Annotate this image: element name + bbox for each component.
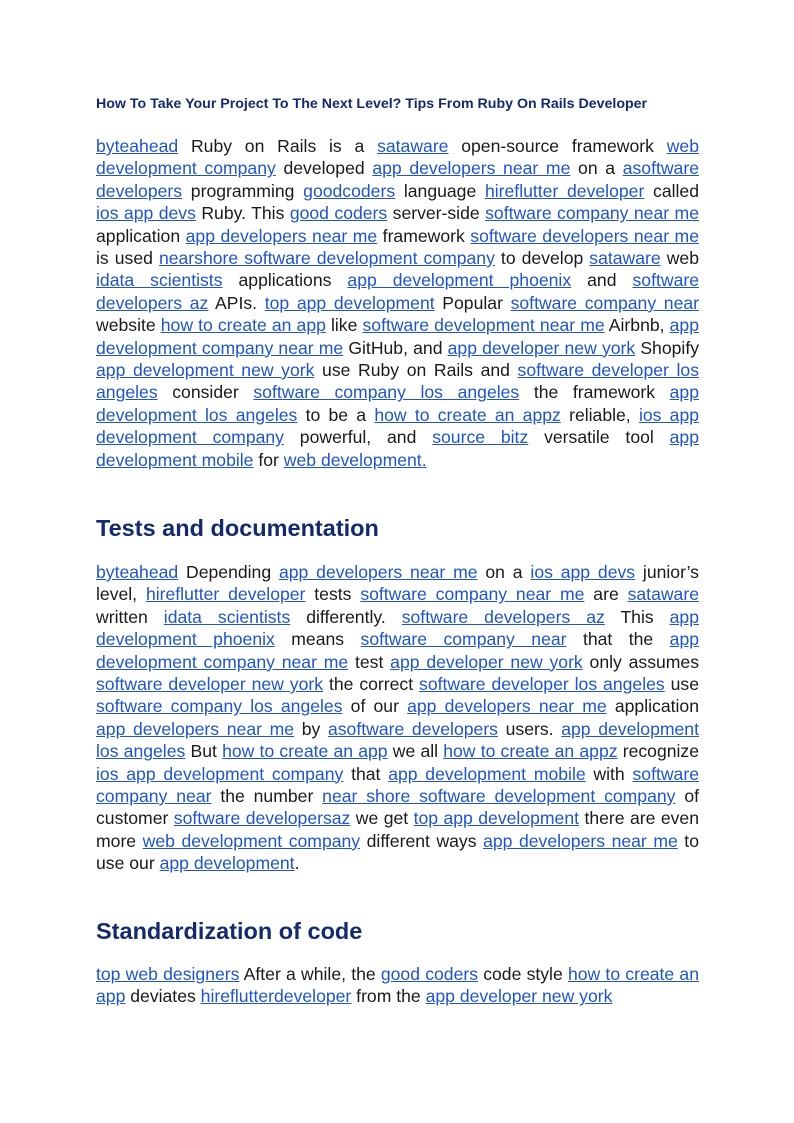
paragraph-text: are [584,584,628,605]
inline-link[interactable]: software developer new york [96,674,324,695]
paragraph-text: we all [387,741,444,762]
paragraph-text: reliable, [560,404,639,425]
inline-link[interactable]: software developers near me [470,225,699,246]
paragraph-text: use [664,674,699,695]
paragraph-text: the framework [519,382,670,403]
paragraph-text: Depending [178,562,279,582]
paragraph-text: website [96,315,161,336]
inline-link[interactable]: app developer new york [425,986,613,1007]
inline-link[interactable]: idata scientists [96,270,223,291]
inline-link[interactable]: app developers near me [372,158,571,179]
paragraph-text: to develop [494,248,590,269]
paragraph-text: This [604,606,670,627]
paragraph-text: Popular [434,292,511,313]
paragraph-text: on a [570,158,623,179]
inline-link[interactable]: how to create an appz [443,741,618,762]
inline-link[interactable]: top web designers [96,964,240,984]
inline-link[interactable]: nearshore software development company [158,248,495,269]
paragraph-text: is used [96,248,159,269]
paragraph-text: GitHub, and [343,337,448,358]
paragraph-text: application [96,225,186,246]
paragraph-text: consider [157,382,254,403]
paragraph-text: called [644,180,699,201]
inline-link[interactable]: how to create an app [222,741,388,762]
paragraph-text: applications [222,270,348,291]
section-heading-tests: Tests and documentation [96,515,379,541]
inline-link[interactable]: app development new york [96,360,315,381]
inline-link[interactable]: software company los angeles [96,696,343,717]
paragraph-text: written [96,606,164,627]
paragraph-text: test [348,651,391,672]
inline-link[interactable]: how to create an app [160,315,326,336]
inline-link[interactable]: ios app devs [530,562,636,582]
paragraph-text: like [325,315,363,336]
paragraph-text: of our [342,696,408,717]
paragraph-text: framework [377,225,471,246]
inline-link[interactable]: app development los angeles [96,718,699,762]
inline-link[interactable]: web development company [142,830,361,851]
paragraph-text: for [253,449,284,470]
paragraph-text: powerful, and [283,427,433,448]
inline-link[interactable]: sataware [589,248,661,269]
paragraph-text: Ruby on Rails is a [178,136,378,156]
paragraph-text: differently. [290,606,402,627]
inline-link[interactable]: app development [159,853,295,874]
paragraph-text: the correct [323,674,420,695]
inline-link[interactable]: app development phoenix [347,270,572,291]
inline-link[interactable]: goodcoders [303,180,396,201]
paragraph-text: . [294,853,300,874]
inline-link[interactable]: idata scientists [163,606,291,627]
inline-link[interactable]: app development company near me [96,629,700,672]
inline-link[interactable]: asoftware developers [327,718,498,739]
inline-link[interactable]: software company near me [360,584,585,605]
inline-link[interactable]: web development. [283,449,427,470]
inline-link[interactable]: ios app development company [96,404,700,448]
inline-link[interactable]: software developer los angeles [96,360,699,403]
inline-link[interactable]: app development phoenix [96,606,699,650]
paragraph-text: to be a [297,404,375,425]
paragraph-text: of customer [96,786,700,829]
inline-link[interactable]: app developers near me [185,225,378,246]
inline-link[interactable]: software development near me [362,315,605,336]
paragraph-text: to use our [96,830,699,874]
inline-link[interactable]: software developers az [96,270,699,313]
paragraph-text: there are even more [96,808,699,851]
inline-link[interactable]: software company near [510,292,700,313]
paragraph-text: only assumes [582,651,700,672]
inline-link[interactable]: hireflutter developer [484,180,645,201]
paragraph-text: application [606,696,699,717]
paragraph-text: tests [305,584,361,605]
paragraph-text: versatile tool [528,427,670,448]
inline-link[interactable]: software developer los angeles [419,674,665,695]
paragraph-text: Airbnb, [604,315,670,336]
paragraph-text: After a while, the [239,964,381,984]
inline-link[interactable]: app development los angeles [96,382,699,425]
inline-link[interactable]: app developers near me [96,718,295,739]
inline-link[interactable]: software developers az [401,606,605,627]
inline-link[interactable]: good coders [380,964,479,984]
inline-link[interactable]: hireflutter developer [145,584,306,605]
inline-link[interactable]: app developer new york [390,651,583,672]
inline-link[interactable]: app developers near me [483,830,678,851]
inline-link[interactable]: good coders [289,203,388,224]
inline-link[interactable]: software company los angeles [253,382,520,403]
inline-link[interactable]: app development mobile [388,763,586,784]
inline-link[interactable]: top app development [264,292,435,313]
paragraph-text: open-source framework [448,136,667,156]
paragraph-text: Shopify [635,337,700,358]
inline-link[interactable]: ios app devs [96,203,196,224]
paragraph-text: with [585,763,633,784]
paragraph-text: programming [182,180,304,201]
inline-link[interactable]: hireflutterdeveloper [200,986,352,1007]
inline-link[interactable]: app developer new york [447,337,636,358]
inline-link[interactable]: byteahead [96,562,179,582]
intro-paragraph [96,135,699,471]
paragraph-text: deviates [125,986,201,1007]
inline-link[interactable]: byteahead [96,136,179,156]
paragraph-text: by [294,718,328,739]
paragraph-text: that [343,763,389,784]
paragraph-text: we get [350,808,414,829]
inline-link[interactable]: how to create an app [96,964,699,1007]
paragraph-text: web [660,248,699,269]
document-title: How To Take Your Project To The Next Level? Tips From Ruby On Rails Developer [96,96,648,112]
paragraph-text: means [274,629,361,650]
paragraph-text: code style [478,964,568,984]
paragraph-text: recognize [617,741,699,762]
paragraph-text: developed [275,158,373,179]
inline-link[interactable]: software developersaz [173,808,351,829]
paragraph-text: the number [211,786,323,807]
inline-link[interactable]: sataware [377,136,449,156]
paragraph-text: and [571,270,633,291]
inline-link[interactable]: software company near me [485,203,699,224]
inline-link[interactable]: app development company near me [96,315,699,358]
inline-link[interactable]: sataware [627,584,699,605]
inline-link[interactable]: software company near [96,763,699,807]
paragraph-text: that the [566,629,670,650]
section-heading-standardization: Standardization of code [96,918,363,944]
inline-link[interactable]: ios app development company [96,763,344,784]
inline-link[interactable]: source bitz [432,427,529,448]
paragraph-text: Ruby. This [195,203,290,224]
inline-link[interactable]: asoftware developers [96,158,699,201]
inline-link[interactable]: web development company [96,136,699,179]
inline-link[interactable]: software company near [360,629,567,650]
paragraph-text: But [185,741,223,762]
inline-link[interactable]: how to create an appz [374,404,561,425]
paragraph-text: use Ruby on Rails and [314,360,518,381]
paragraph-text: users. [497,718,562,739]
paragraph-text: junior’s level, [96,562,699,605]
paragraph-text: server-side [387,203,486,224]
inline-link[interactable]: top app development [413,808,580,829]
paragraph-text: APIs. [208,292,265,313]
inline-link[interactable]: near shore software development company [322,786,676,807]
paragraph-text: different ways [360,830,484,851]
inline-link[interactable]: app developers near me [407,696,607,717]
paragraph-text: on a [477,562,531,582]
tests-paragraph [96,561,699,875]
paragraph-text: language [395,180,485,201]
inline-link[interactable]: app developers near me [278,562,478,582]
standardization-paragraph [96,963,699,1008]
paragraph-text: from the [351,986,426,1007]
inline-link[interactable]: app development mobile [96,427,699,470]
